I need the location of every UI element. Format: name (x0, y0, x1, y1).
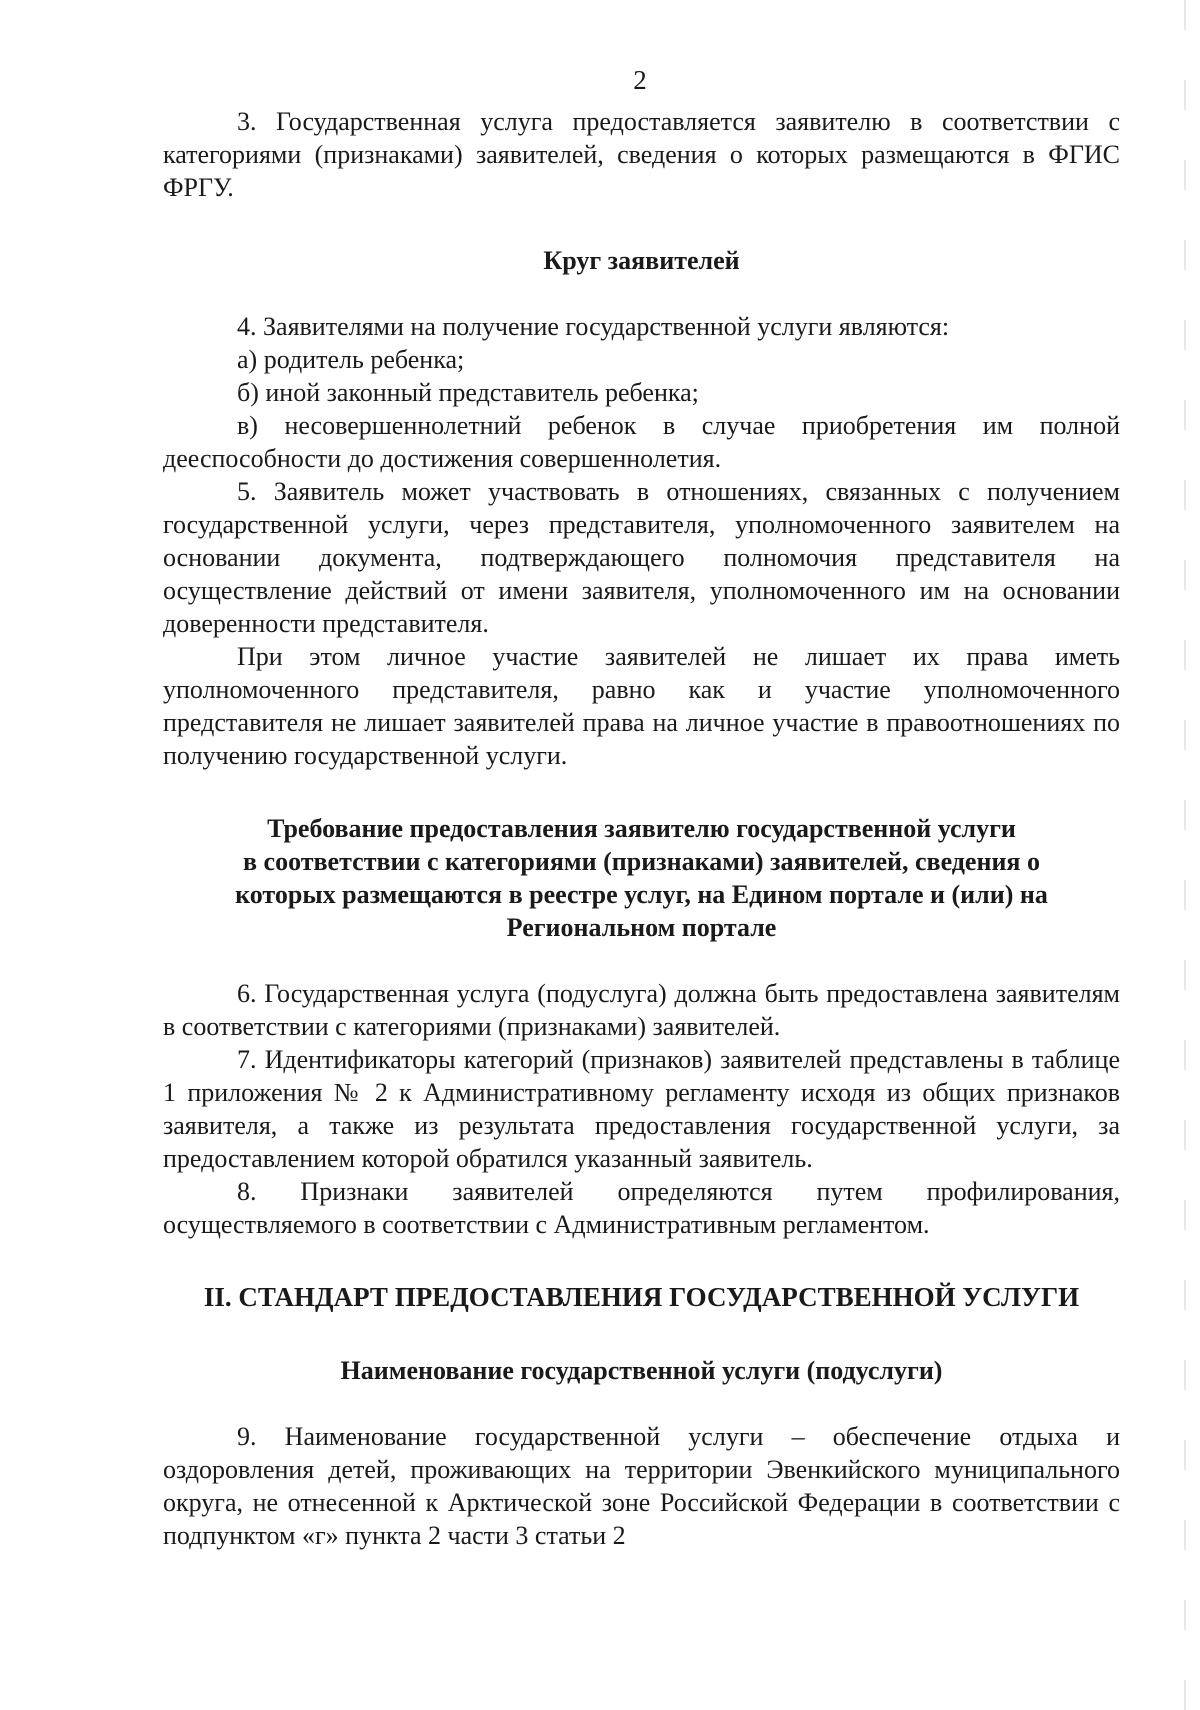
heading-trebovanie-line-2: в соответствии с категориями (признаками) заявителей, сведения о (242, 847, 1040, 876)
heading-naimenovanie: Наименование государственной услуги (подуслуги) (340, 1356, 943, 1385)
paragraph-4a: а) родитель ребенка; (237, 345, 465, 374)
heading-trebovanie-line-1: Требование предоставления заявителю государственной услуги (267, 814, 1016, 843)
paragraph-4: 4. Заявителями на получение государственной услуги являются: (237, 312, 950, 341)
heading-trebovanie-line-3: которых размещаются в реестре услуг, на Едином портале и (или) на (235, 880, 1048, 909)
paragraph-7: 7. Идентификаторы категорий (признаков) заявителей представлены в таблице 1 приложения № 2 к Административному регламенту исходя из общих признаков заявителя, а также из результата предоставления государственной услуги, за предоставлением которой обратился указанный заявитель. (163, 1045, 1120, 1173)
heading-krug-zayaviteley: Круг заявителей (543, 246, 740, 275)
page-number: 2 (633, 65, 647, 95)
heading-section-2: II. СТАНДАРТ ПРЕДОСТАВЛЕНИЯ ГОСУДАРСТВЕННОЙ УСЛУГИ (203, 1282, 1080, 1312)
paragraph-6: 6. Государственная услуга (подуслуга) должна быть предоставлена заявителям в соответствии с категориями (признаками) заявителей. (163, 979, 1120, 1041)
heading-trebovanie (163, 812, 1120, 944)
paragraph-8: 8. Признаки заявителей определяются путем профилирования, осуществляемого в соответствии с Административным регламентом. (163, 1177, 1120, 1239)
document-body (163, 105, 1120, 1552)
paragraph-4b: б) иной законный представитель ребенка; (237, 378, 699, 407)
paragraph-9: 9. Наименование государственной услуги – обеспечение отдыха и оздоровления детей, проживающих на территории Эвенкийского муниципального округа, не отнесенной к Арктической зоне Российской Федерации в соответствии с подпунктом «г» пункта 2 части 3 статьи 2 (163, 1422, 1120, 1550)
scan-edge-artifact (1184, 0, 1186, 1710)
paragraph-5-continued: При этом личное участие заявителей не лишает их права иметь уполномоченного представителя, равно как и участие уполномоченного представителя не лишает заявителей права на личное участие в правоотношениях по получению государственной услуги. (163, 642, 1120, 770)
paragraph-4v: в) несовершеннолетний ребенок в случае приобретения им полной дееспособности до достижения совершеннолетия. (163, 411, 1120, 473)
paragraph-3: 3. Государственная услуга предоставляется заявителю в соответствии с категориями (признаками) заявителей, сведения о которых размещаются в ФГИС ФРГУ. (163, 107, 1120, 202)
paragraph-5: 5. Заявитель может участвовать в отношениях, связанных с получением государственной услуги, через представителя, уполномоченного заявителем на основании документа, подтверждающего полномочия представителя на осуществление действий от имени заявителя, уполномоченного им на основании доверенности представителя. (163, 477, 1120, 638)
heading-trebovanie-line-4: Региональном портале (506, 913, 777, 942)
